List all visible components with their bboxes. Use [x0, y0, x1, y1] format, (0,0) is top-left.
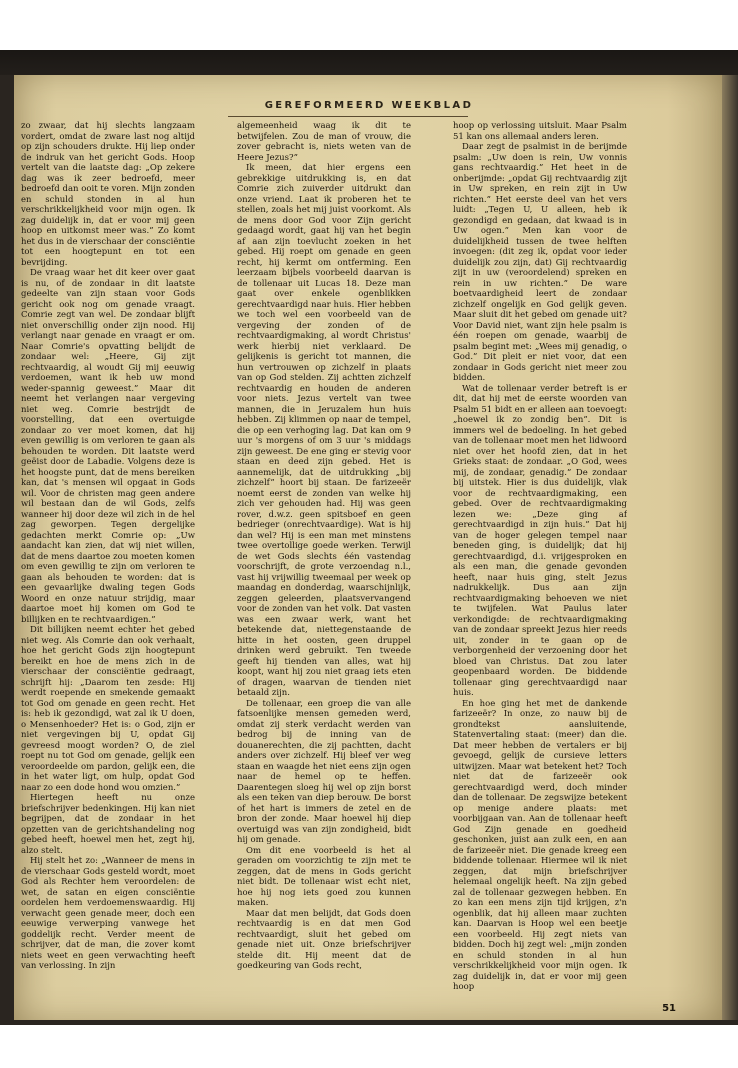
paragraph: hoop op verlossing uitsluit. Maar Psalm 51 kan ons allemaal anders leren.: [453, 121, 627, 142]
paragraph: algemeenheid waag ik dit te betwijfelen. Zou de man of vrouw, die zover gebracht is, niets weten van de Heere Jezus?”: [237, 121, 411, 163]
header-rule: [228, 116, 468, 117]
paragraph: Hiertegen heeft nu onze briefschrijver bedenkingen. Hij kan niet begrijpen, dat de zondaar in het opzetten van de gerichtshandeling nog gebed heeft, hoewel men het, zegt hij, alzo stelt.: [21, 793, 195, 856]
paragraph: Maar dat men belijdt, dat Gods doen rechtvaardig is en dat men God rechtvaardigt, sluit het gebed om genade niet uit. Onze briefschrijver stelde dit. Hij meent dat de goedkeuring van Gods recht,: [237, 908, 411, 971]
text-column-1: [21, 121, 195, 991]
paragraph: zo zwaar, dat hij slechts langzaam vordert, omdat de zware last nog altijd op zijn schouders drukte. Hij liep onder de indruk van het gericht Gods. Hoop vertelt van die laatste dag: „Op zekere dag was ik zeer bedroefd, meer bedroefd dan ooit te voren. Mijn zonden en schuld stonden in al hun verschrikkelijkheid voor mijn ogen. Ik zag duidelijk in, dat er voor mij geen hoop en uitkomst meer was.” Zo komt het dus in de vierschaar der consciëntie tot een hoogtepunt en tot een bevrijding.: [21, 121, 195, 268]
paragraph: Ik meen, dat hier ergens een gebrekkige uitdrukking is, en dat Comrie zich zuiverder uitdrukt dan onze vriend. Laat ik proberen het te stellen, zoals het mij juist voorkomt. Als de mens door God voor Zijn gericht gedaagd wordt, gaat hij van het begin af aan zijn toevlucht zoeken in het gebed. Hij roept om genade en geen recht, hij kermt om ontferming. Een leerzaam bijbels voorbeeld daarvan is de tollenaar uit Lucas 18. Deze man gaat over enkele ogenblikken gerechtvaardigd naar huis. Hier hebben we toch wel een voorbeeld van de vergeving der zonden of de rechtvaardigmaking, al wordt Christus' werk hierbij niet verklaard. De gelijkenis is gericht tot mannen, die hun vertrouwen op zichzelf in plaats van op God stelden. Zij achtten zichzelf rechtvaardig en houden de anderen voor niets. Jezus vertelt van twee mannen, die in Jeruzalem hun huis hebben. Zij klimmen op naar de tempel, die op een verhoging lag. Dat kan om 9 uur 's morgens of om 3 uur 's middags zijn geweest. De ene ging er stevig voor staan en deed zijn gebed. Het is aannemelijk, dat de uitdrukking „bij zichzelf” hoort bij staan. De farizeeër noemt eerst de zonden van welke hij zich ver gehouden had. Hij was geen rover, d.w.z. geen spitsboef en geen bedrieger (onrechtvaardige). Wat is hij dan wel? Hij is een man met minstens twee overtollige goede werken. Terwijl de wet Gods slechts één vastendag voorschrijft, de grote verzoendag n.l., vast hij vrijwillig tweemaal per week op maandag en donderdag, waarschijnlijk, zeggen geleerden, plaatsvervangend voor de zonden van het volk. Dat vasten was een zwaar werk, want het betekende dat, niettegenstaande de hitte in het oosten, geen druppel drinken werd gebruikt. Ten tweede geeft hij tienden van alles, wat hij koopt, want hij zou niet graag iets eten of dragen, waarvan de tienden niet betaald zijn.: [237, 163, 411, 698]
page-number: 51: [662, 1003, 676, 1014]
paragraph: De tollenaar, een groep die van alle fatsoenlijke mensen gemeden werd, omdat zij sterk verdacht werden van bedrog bij de inning van de douanerechten, die zij pachtten, dacht anders over zichzelf. Hij bleef ver weg staan en waagde het niet eens zijn ogen naar de hemel op te heffen. Daarentegen sloeg hij wel op zijn borst als een teken van diep berouw. De borst of het hart is immers de zetel en de bron der zonde. Maar hoewel hij diep overtuigd was van zijn zondigheid, bidt hij om genade.: [237, 698, 411, 845]
paragraph: Daar zegt de psalmist in de berijmde psalm: „Uw doen is rein, Uw vonnis gans rechtvaardig.” Het heet in de onberijmde: „opdat Gij rechtvaardig zijt in Uw spreken, en rein zijt in Uw richten.” Het eerste deel van het vers luidt: „Tegen U, U alleen, heb ik gezondigd en gedaan, dat kwaad is in Uw ogen.” Men kan voor de duidelijkheid tussen de twee helften invoegen: (dit zeg ik, opdat voor ieder duidelijk zou zijn, dat) Gij rechtvaardig zijt in uw (veroordelend) spreken en rein in uw richten.” De ware boetvaardigheid leert de zondaar zichzelf ongelijk en God gelijk geven. Maar sluit dit het gebed om genade uit? Voor David niet, want zijn hele psalm is één roepen om genade, waarbij de psalm begint met: „Wees mij genadig, o God.” Dit pleit er niet voor, dat een zondaar in Gods gericht niet meer zou bidden.: [453, 142, 627, 383]
text-column-3: [453, 121, 627, 991]
paragraph: Om dit ene voorbeeld is het al geraden om voorzichtig te zijn met te zeggen, dat de mens in Gods gericht niet bidt. De tollenaar wist echt niet, hoe hij nog iets goed zou kunnen maken.: [237, 845, 411, 908]
paragraph: Dit billijken neemt echter het gebed niet weg. Als Comrie dan ook verhaalt, hoe het gericht Gods zijn hoogtepunt bereikt en hoe de mens zich in de vierschaar der consciëntie gedraagt, schrijft hij: „Daarom ten zesde: Hij werdt roepende en smekende gemaakt tot God om genade en geen recht. Het is: heb ik gezondigd, wat zal ik U doen, o Mensenhoeder? Het is: o God, zijn er niet vergevingen bij U, opdat Gij gevreesd moogt worden? O, de ziel roept nu tot God om genade, gelijk een veroordeelde om pardon, gelijk een, die in het water ligt, om hulp, opdat God naar zo een dode hond wou omzien.”: [21, 625, 195, 793]
paragraph: De vraag waar het dit keer over gaat is nu, of de zondaar in dit laatste gedeelte van zijn staan voor Gods gericht ook nog om genade vraagt. Comrie zegt van wel. De zondaar blijft niet onverschillig onder zijn nood. Hij verlangt naar genade en vraagt er om. Naar Comrie's opvatting belijdt de zondaar wel: „Heere, Gij zijt rechtvaardig, al woudt Gij mij eeuwig verdoemen, want ik heb uw mond weder-spannig geweest.” Maar dit neemt het verlangen naar vergeving niet weg. Comrie bestrijdt de voorstelling, dat een overtuigde zondaar zo ver moet komen, dat hij even gewillig is om verloren te gaan als behouden te worden. Dit laatste werd geëist door de Labadie. Volgens deze is het hoogste punt, dat de mens bereiken kan, dat 's mensen wil opgaat in Gods wil. Voor de christen mag geen andere wil bestaan dan de wil Gods, zelfs wanneer hij door deze wil zich in de hel zag geworpen. Tegen dergelijke gedachten merkt Comrie op: „Uw aandacht kan zien, dat wij niet willen, dat de mens daartoe zou moeten komen om even gewillig te zijn om verloren te gaan als behouden te worden: dat is een gevaarlijke dwaling tegen Gods Woord en onze natuur strijdig, maar daartoe moet hij komen om God te billijken en te rechtvaardigen.”: [21, 268, 195, 625]
page-edge: [722, 75, 738, 1020]
paragraph: En hoe ging het met de dankende farizeeër? In onze, zo nauw bij de grondtekst aansluitende, Statenvertaling staat: (meer) dan die. Dat meer hebben de vertalers er bij gevoegd, gelijk de cursieve letters uitwijzen. Maar wat betekent het? Toch niet dat de farizeeër ook gerechtvaardigd werd, doch minder dan de tollenaar. De zegswijze betekent op menige andere plaats: met voorbijgaan van. Aan de tollenaar heeft God Zijn genade en goedheid geschonken, juist aan zulk een, en aan de farizeeër niet. Die genade kreeg een biddende tollenaar. Hiermee wil ik niet zeggen, dat mijn briefschrijver helemaal ongelijk heeft. Na zijn gebed zal de tollenaar gezwegen hebben. En zo kan een mens zijn tijd krijgen, z'n ogenblik, dat hij alleen maar zuchten kan. Daarvan is Hoop wel een beetje een voorbeeld. Hij zegt niets van bidden. Doch hij zegt wel: „mijn zonden en schuld stonden in al hun verschrikkelijkheid voor mijn ogen. Ik zag duidelijk in, dat er voor mij geen hoop: [453, 698, 627, 991]
scan-bottom-border: [0, 1020, 738, 1025]
paragraph: Hij stelt het zo: „Wanneer de mens in de vierschaar Gods gesteld wordt, moet God als Rechter hem veroordelen: de wet, de satan en eigen consciëntie oordelen hem verdoemenswaardig. Hij verwacht geen genade meer, doch een eeuwige verwerping vanwege het goddelijk recht. Verder meent de schrijver, dat de man, die zover komt niets weet en geen verwachting heeft van verlossing. In zijn: [21, 856, 195, 971]
text-column-2: [237, 121, 411, 991]
paragraph: Wat de tollenaar verder betreft is er dit, dat hij met de eerste woorden van Psalm 51 bidt en er alleen aan toevoegt: „hoewel ik zo zondig ben”. Dit is immers wel de bedoeling. In het gebed van de tollenaar moet men het lidwoord niet over het hoofd zien, dat in het Grieks staat: de zondaar. „O God, wees mij, de zondaar, genadig.” De zondaar bij uitstek. Hier is dus duidelijk, vlak voor de rechtvaardigmaking, een gebed. Over de rechtvaardigmaking lezen we: „Deze ging af gerechtvaardigd in zijn huis.” Dat hij van de hoger gelegen tempel naar beneden ging, is duidelijk; dat hij gerechtvaardigd, d.i. vrijgesproken en als een man, die genade gevonden heeft, naar huis ging, stelt Jezus nadrukkelijk. Dus aan zijn rechtvaardigmaking behoeven we niet te twijfelen. Wat Paulus later verkondigde: de rechtvaardigmaking van de zondaar spreekt Jezus hier reeds uit, zonder in te gaan op de verborgenheid der verzoening door het bloed van Christus. Dat zou later geopenbaard worden. De biddende tollenaar ging gerechtvaardigd naar huis.: [453, 383, 627, 698]
running-header: GEREFORMEERD WEEKBLAD: [264, 100, 474, 111]
